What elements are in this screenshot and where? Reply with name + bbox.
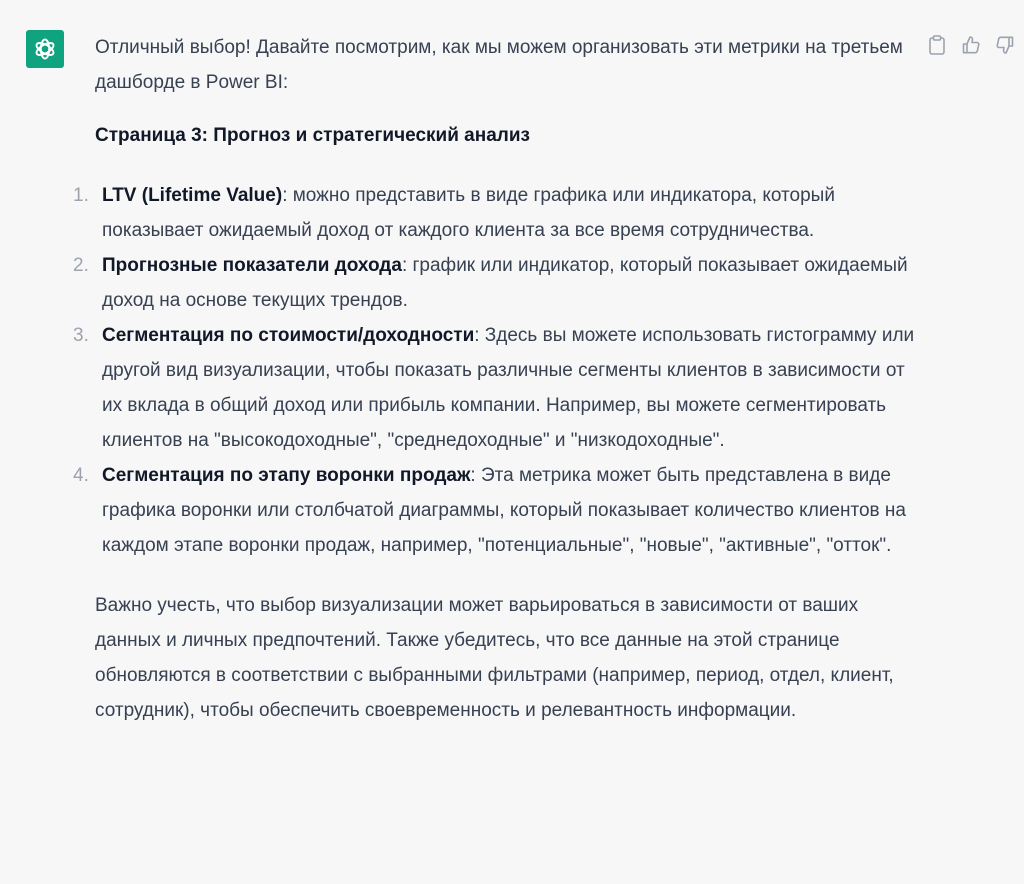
thumbs-down-icon <box>995 35 1015 55</box>
list-item-text: : Здесь вы можете использовать гистограмму или другой вид визуализации, чтобы показать различные сегменты клиентов в зависимости от их вклада в общий доход или прибыль компании. Например, вы можете сегментировать клиентов на "высокодоходные", "среднедоходные" и "низкодоходные". <box>102 325 915 451</box>
list-item <box>73 248 925 318</box>
list-item <box>73 178 925 248</box>
list-item-number: 3. <box>73 325 89 346</box>
copy-button[interactable] <box>926 34 948 56</box>
like-button[interactable] <box>960 34 982 56</box>
list-item-text: : график или индикатор, который показывает ожидаемый доход на основе текущих трендов. <box>102 255 908 311</box>
list-item-text: : Эта метрика может быть представлена в виде графика воронки или столбчатой диаграммы, который показывает количество клиентов на каждом этапе воронки продаж, например, "потенциальные", "новые", "активные", "отток". <box>102 465 906 556</box>
message-intro: Отличный выбор! Давайте посмотрим, как мы можем организовать эти метрики на третьем дашборде в Power BI: <box>95 37 903 93</box>
section-heading: Страница 3: Прогноз и стратегический анализ <box>95 125 530 146</box>
assistant-avatar <box>26 30 64 68</box>
list-item-number: 2. <box>73 255 89 276</box>
list-item-term: Сегментация по стоимости/доходности <box>102 325 475 346</box>
openai-logo-icon <box>32 36 58 62</box>
message-content <box>73 30 925 728</box>
list-item-term: LTV (Lifetime Value) <box>102 185 283 206</box>
list-item-term: Сегментация по этапу воронки продаж <box>102 465 471 486</box>
list-item <box>73 458 925 563</box>
message-closing: Важно учесть, что выбор визуализации может варьироваться в зависимости от ваших данных и личных предпочтений. Также убедитесь, что все данные на этой странице обновляются в соответствии с выбранными фильтрами (например, период, отдел, клиент, сотрудник), чтобы обеспечить своевременность и релевантность информации. <box>95 595 894 721</box>
list-item-number: 1. <box>73 185 89 206</box>
dislike-button[interactable] <box>994 34 1016 56</box>
message-actions <box>926 34 1016 56</box>
list-item-term: Прогнозные показатели дохода <box>102 255 402 276</box>
thumbs-up-icon <box>961 35 981 55</box>
list-item <box>73 318 925 458</box>
clipboard-icon <box>928 35 946 55</box>
list-item-number: 4. <box>73 465 89 486</box>
list-item-text: : можно представить в виде графика или индикатора, который показывает ожидаемый доход от каждого клиента за все время сотрудничества. <box>102 185 835 241</box>
metrics-list <box>73 178 925 563</box>
